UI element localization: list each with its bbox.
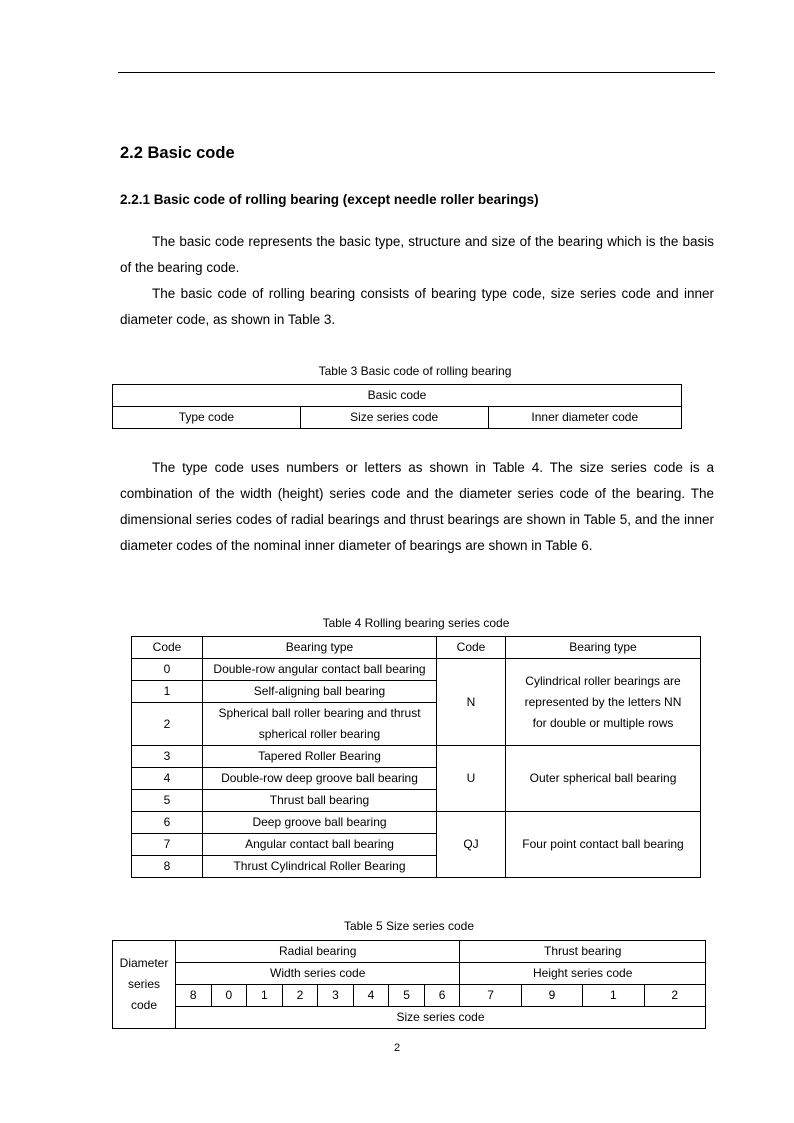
paragraph-3: The type code uses numbers or letters as shown in Table 4. The size series code is a combination of the width (height) series code and the diameter series code of the bearing. The dimensional series codes of radial bearings and thrust bearings are shown in Table 5, and the inner diameter codes of the nominal inner diameter of bearings are shown in Table 6. bbox=[120, 460, 714, 553]
row-code: 4 bbox=[132, 768, 203, 790]
table5-height-label: Height series code bbox=[460, 963, 706, 985]
row-code: 0 bbox=[132, 659, 203, 681]
table5-radial-label: Radial bearing bbox=[176, 941, 460, 963]
row-code: 1 bbox=[132, 681, 203, 703]
table-5-size-series-code bbox=[112, 940, 706, 1029]
group-code: N bbox=[437, 659, 506, 746]
row-code: 2 bbox=[132, 703, 203, 746]
table3-col-inner-diameter-code: Inner diameter code bbox=[488, 407, 681, 429]
paragraph-2: The basic code of rolling bearing consists of bearing type code, size series code and inner diameter code, as shown in Table 3. bbox=[120, 286, 714, 327]
group-code: QJ bbox=[437, 812, 506, 878]
table3-caption: Table 3 Basic code of rolling bearing bbox=[318, 364, 512, 378]
group-type: Four point contact ball bearing bbox=[506, 812, 701, 878]
row-code: 8 bbox=[132, 856, 203, 878]
height-code: 7 bbox=[460, 985, 521, 1007]
row-code: 7 bbox=[132, 834, 203, 856]
row-code: 6 bbox=[132, 812, 203, 834]
row-type: Double-row deep groove ball bearing bbox=[203, 768, 437, 790]
table3-col-size-series-code: Size series code bbox=[300, 407, 488, 429]
row-type: Tapered Roller Bearing bbox=[203, 746, 437, 768]
subsection-title: 2.2.1 Basic code of rolling bearing (except needle roller bearings) bbox=[120, 192, 539, 207]
table5-bottom-label: Size series code bbox=[176, 1007, 706, 1029]
header-rule bbox=[118, 72, 715, 73]
table-4-bearing-series-code bbox=[131, 636, 701, 878]
table4-header-bearing-type-2: Bearing type bbox=[506, 637, 701, 659]
table5-width-label: Width series code bbox=[176, 963, 460, 985]
width-code: 5 bbox=[389, 985, 425, 1007]
width-code: 3 bbox=[318, 985, 354, 1007]
row-type: Double-row angular contact ball bearing bbox=[203, 659, 437, 681]
table-row bbox=[132, 746, 701, 768]
width-code: 8 bbox=[176, 985, 212, 1007]
width-code: 4 bbox=[353, 985, 389, 1007]
group-code: U bbox=[437, 746, 506, 812]
width-code: 6 bbox=[424, 985, 460, 1007]
table-row bbox=[132, 812, 701, 834]
table-3-basic-code bbox=[112, 384, 682, 429]
row-type: Thrust Cylindrical Roller Bearing bbox=[203, 856, 437, 878]
row-code: 5 bbox=[132, 790, 203, 812]
group-type: Cylindrical roller bearings are represented by the letters NN for double or multiple rows bbox=[506, 659, 701, 746]
section-title: 2.2 Basic code bbox=[120, 144, 235, 162]
page-number: 2 bbox=[393, 1042, 401, 1054]
table5-thrust-label: Thrust bearing bbox=[460, 941, 706, 963]
table3-header: Basic code bbox=[113, 385, 682, 407]
row-type: Angular contact ball bearing bbox=[203, 834, 437, 856]
paragraph-1: The basic code represents the basic type, structure and size of the bearing which is the basis of the bearing code. bbox=[120, 234, 714, 275]
width-code: 0 bbox=[211, 985, 247, 1007]
width-code: 2 bbox=[282, 985, 318, 1007]
width-code: 1 bbox=[247, 985, 283, 1007]
height-code: 9 bbox=[521, 985, 582, 1007]
table4-header-bearing-type: Bearing type bbox=[203, 637, 437, 659]
row-type: Spherical ball roller bearing and thrust spherical roller bearing bbox=[203, 703, 437, 746]
group-type: Outer spherical ball bearing bbox=[506, 746, 701, 812]
table4-header-row bbox=[132, 637, 701, 659]
table4-header-code-2: Code bbox=[437, 637, 506, 659]
row-code: 3 bbox=[132, 746, 203, 768]
table4-header-code: Code bbox=[132, 637, 203, 659]
height-code: 2 bbox=[644, 985, 705, 1007]
table4-caption: Table 4 Rolling bearing series code bbox=[322, 616, 510, 630]
row-type: Deep groove ball bearing bbox=[203, 812, 437, 834]
row-type: Thrust ball bearing bbox=[203, 790, 437, 812]
row-type: Self-aligning ball bearing bbox=[203, 681, 437, 703]
table5-caption: Table 5 Size series code bbox=[343, 919, 475, 933]
table-row bbox=[132, 659, 701, 681]
height-code: 1 bbox=[583, 985, 644, 1007]
table3-col-type-code: Type code bbox=[113, 407, 301, 429]
table5-row-label: Diameter series code bbox=[113, 941, 176, 1029]
